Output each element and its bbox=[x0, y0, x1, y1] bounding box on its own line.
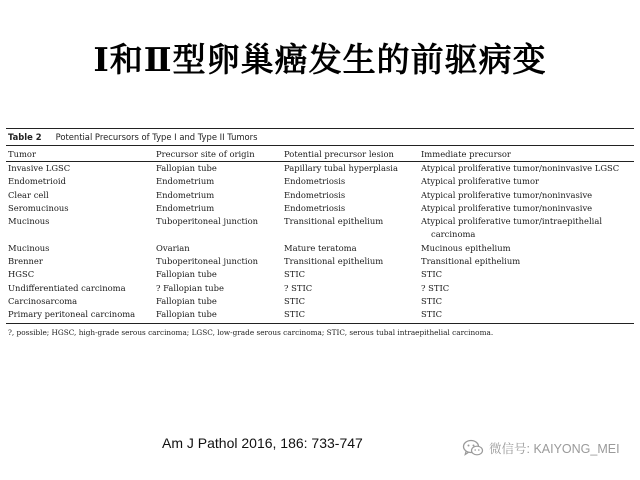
table-cell: Transitional epithelium bbox=[284, 216, 384, 227]
table-cell: Endometrium bbox=[156, 189, 215, 200]
table-caption-text: Potential Precursors of Type I and Type II Tumors bbox=[55, 132, 258, 142]
table-cell: Mucinous bbox=[8, 216, 50, 227]
watermark bbox=[462, 439, 620, 457]
table-label: Table 2 bbox=[8, 132, 42, 142]
table-cell: Invasive LGSC bbox=[8, 163, 71, 173]
table-row bbox=[6, 162, 634, 176]
table-row bbox=[6, 175, 634, 188]
table-cell: Ovarian bbox=[156, 242, 190, 253]
table-cell: Atypical proliferative tumor bbox=[421, 176, 540, 187]
table-row bbox=[6, 308, 634, 323]
table-cell: Endometrium bbox=[156, 202, 215, 213]
table-cell-continuation: carcinoma bbox=[431, 229, 476, 240]
table-cell: Endometriosis bbox=[284, 202, 346, 213]
table-cell-line: Atypical proliferative tumor/intraepithelial bbox=[421, 216, 603, 227]
table-row bbox=[6, 202, 634, 215]
table-cell: Endometriosis bbox=[284, 176, 346, 187]
column-header-tumor: Tumor bbox=[6, 146, 154, 162]
column-header-site: Precursor site of origin bbox=[154, 146, 282, 162]
table-cell: STIC bbox=[282, 308, 419, 323]
table-cell: STIC bbox=[421, 295, 443, 306]
table-cell: Tuboperitoneal junction bbox=[156, 216, 259, 227]
table-cell: Mature teratoma bbox=[284, 242, 357, 253]
table-cell: Clear cell bbox=[8, 189, 49, 200]
table-cell: Seromucinous bbox=[8, 202, 69, 213]
table-cell: Undifferentiated carcinoma bbox=[8, 282, 126, 293]
table-cell: Endometrium bbox=[156, 176, 215, 187]
citation: Am J Pathol 2016, 186: 733-747 bbox=[162, 435, 363, 451]
table-cell: STIC bbox=[284, 295, 306, 306]
table-cell: Mucinous epithelium bbox=[421, 242, 511, 253]
table-cell: ? STIC bbox=[421, 282, 450, 293]
table-cell: Transitional epithelium bbox=[421, 256, 521, 267]
table-cell: Atypical proliferative tumor/noninvasive LGSC bbox=[421, 163, 620, 173]
table-cell: ? STIC bbox=[284, 282, 313, 293]
column-header-immediate: Immediate precursor bbox=[419, 146, 634, 162]
table-row bbox=[6, 282, 634, 295]
table-cell: Fallopian tube bbox=[156, 269, 217, 280]
table-cell: ? Fallopian tube bbox=[156, 282, 224, 293]
table-cell: Mucinous bbox=[8, 242, 50, 253]
table-caption bbox=[6, 128, 634, 145]
table-cell: Transitional epithelium bbox=[284, 256, 384, 267]
table-cell bbox=[419, 215, 634, 242]
table-row bbox=[6, 295, 634, 308]
table-row bbox=[6, 242, 634, 255]
table-cell: Tuboperitoneal junction bbox=[156, 256, 259, 267]
table-cell: Papillary tubal hyperplasia bbox=[284, 163, 398, 173]
table-container bbox=[6, 128, 634, 341]
table-cell: HGSC bbox=[8, 269, 35, 280]
table-cell: Endometriosis bbox=[284, 189, 346, 200]
precursor-table bbox=[6, 145, 634, 324]
table-cell: Carcinosarcoma bbox=[8, 295, 78, 306]
column-header-lesion: Potential precursor lesion bbox=[282, 146, 419, 162]
wechat-icon bbox=[462, 439, 484, 457]
table-cell: Fallopian tube bbox=[156, 163, 217, 173]
table-row bbox=[6, 189, 634, 202]
table-header-row bbox=[6, 146, 634, 162]
table-cell: Primary peritoneal carcinoma bbox=[6, 308, 154, 323]
table-cell: STIC bbox=[284, 269, 306, 280]
table-cell: Endometrioid bbox=[8, 176, 66, 187]
table-cell: STIC bbox=[419, 308, 634, 323]
table-cell: Brenner bbox=[8, 256, 43, 267]
table-footnote: ?, possible; HGSC, high-grade serous carcinoma; LGSC, low-grade serous carcinoma; STIC, serous tubal intraepithelial carcinoma. bbox=[8, 327, 494, 337]
table-row bbox=[6, 215, 634, 242]
table-cell: Fallopian tube bbox=[156, 295, 217, 306]
table-row bbox=[6, 255, 634, 268]
watermark-text: 微信号: KAIYONG_MEI bbox=[489, 442, 620, 456]
table-cell: STIC bbox=[421, 269, 443, 280]
table-cell: Atypical proliferative tumor/noninvasive bbox=[421, 202, 593, 213]
table-cell: Fallopian tube bbox=[154, 308, 282, 323]
table-cell: Atypical proliferative tumor/noninvasive bbox=[421, 189, 593, 200]
slide-title: Ⅰ和Ⅱ型卵巢癌发生的前驱病变 bbox=[93, 40, 547, 79]
table-row bbox=[6, 268, 634, 281]
